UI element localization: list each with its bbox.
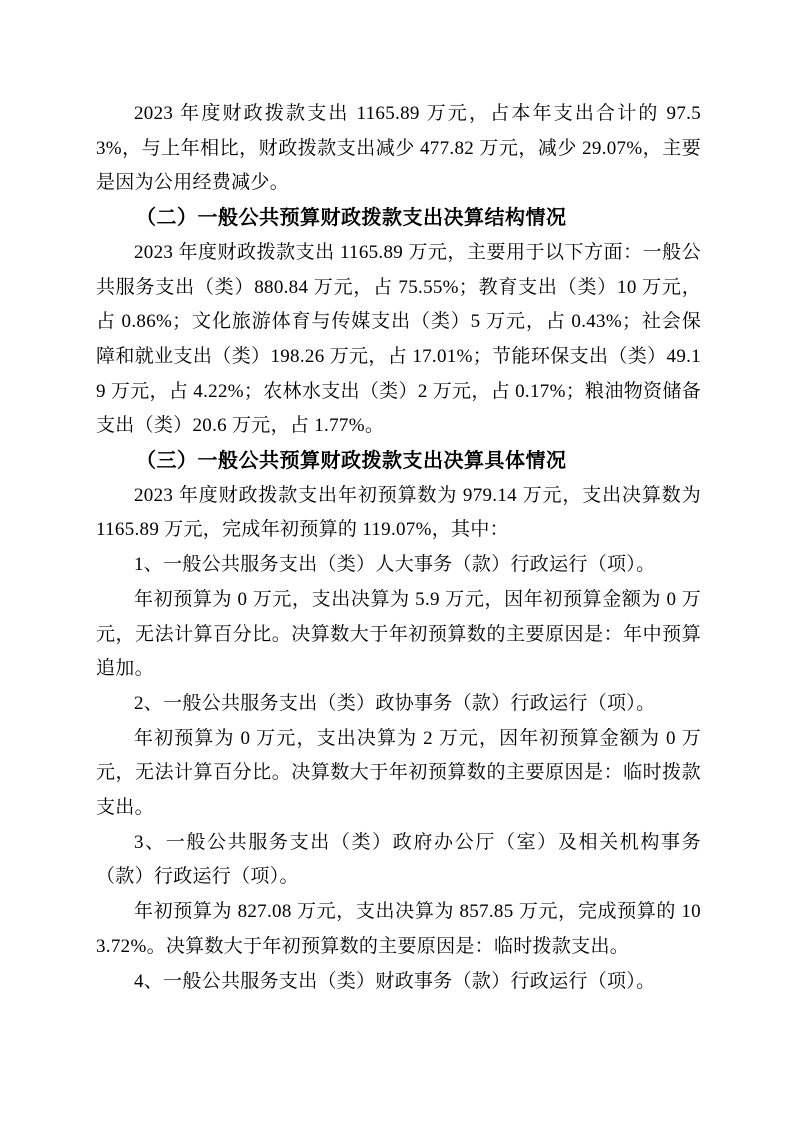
paragraph: 年初预算为 0 万元，支出决算为 5.9 万元，因年初预算金额为 0 万元，无法计算百分比。决算数大于年初预算数的主要原因是：年中预算追加。 [96,588,701,680]
paragraph: 2、一般公共服务支出（类）政协事务（款）行政运行（项）。 [134,692,656,714]
paragraph: 2023 年度财政拨款支出年初预算数为 979.14 万元，支出决算数为 1165.89 万元，完成年初预算的 119.07%，其中： [96,484,701,541]
paragraph: 2023 年度财政拨款支出 1165.89 万元，占本年支出合计的 97.53%，与上年相比，财政拨款支出减少 477.82 万元，减少 29.07%，主要是因为公用经费减少。 [96,103,701,194]
paragraph: 年初预算为 827.08 万元，支出决算为 857.85 万元，完成预算的 103.72%。决算数大于年初预算数的主要原因是：临时拨款支出。 [96,901,701,957]
paragraph: 年初预算为 0 万元，支出决算为 2 万元，因年初预算金额为 0 万元，无法计算百分比。决算数大于年初预算数的主要原因是：临时拨款支出。 [96,727,701,819]
paragraph: 3、一般公共服务支出（类）政府办公厅（室）及相关机构事务（款）行政运行（项）。 [96,831,701,888]
paragraph: 2023 年度财政拨款支出 1165.89 万元，主要用于以下方面：一般公共服务支出（类）880.84 万元，占 75.55%；教育支出（类）10 万元，占 0.86%；文化旅游体育与传媒支出（类）5 万元，占 0.43%；社会保障和就业支出（类）198.26 万元，占 17.01%；节能环保支出（类）49.19 万元，占 4.22%；农林水支出（类）2 万元，占 0.17%；粮油物资储备支出（类）20.6 万元，占 1.77%。 [96,241,701,437]
document-body [96,97,701,999]
section-heading: （二）一般公共预算财政拨款支出决算结构情况 [136,207,567,230]
paragraph: 4、一般公共服务支出（类）财政事务（款）行政运行（项）。 [134,970,656,992]
section-heading: （三）一般公共预算财政拨款支出决算具体情况 [136,450,567,473]
paragraph: 1、一般公共服务支出（类）人大事务（款）行政运行（项）。 [134,554,656,576]
